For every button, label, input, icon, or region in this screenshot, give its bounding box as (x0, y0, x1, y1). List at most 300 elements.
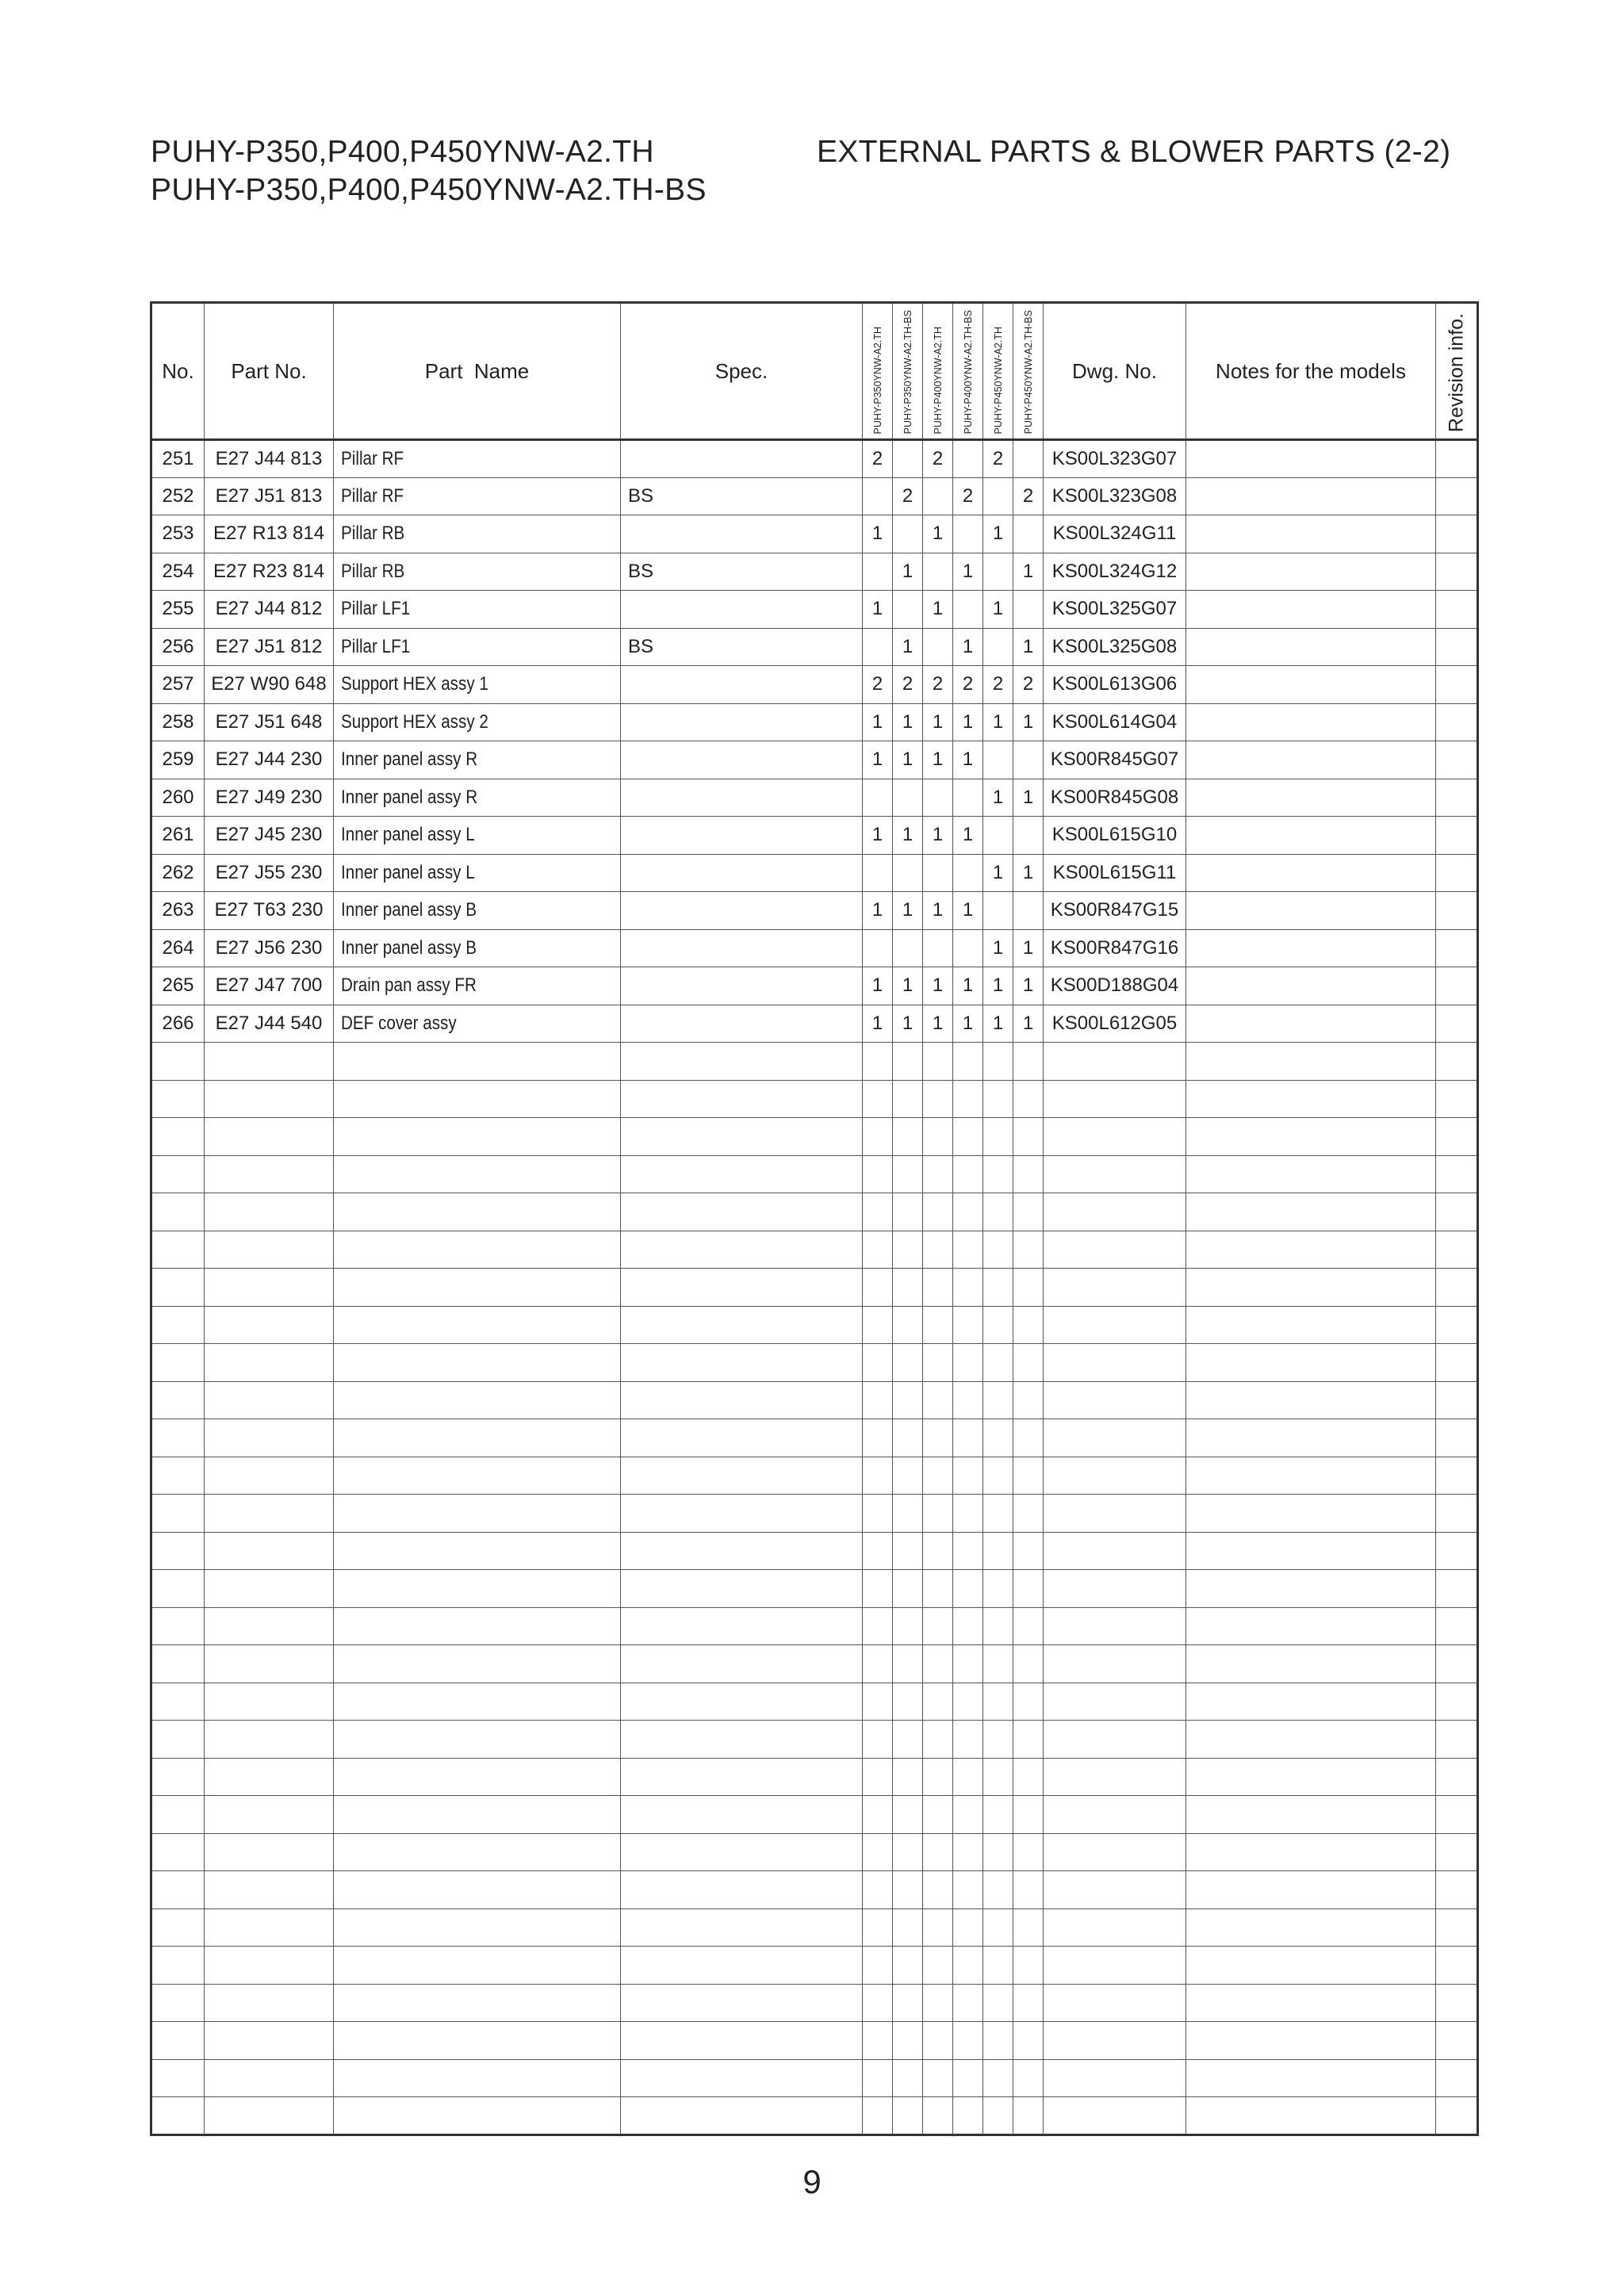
empty-cell (923, 1457, 953, 1495)
empty-cell (863, 1570, 893, 1608)
empty-cell (863, 2059, 893, 2097)
cell-notes (1186, 741, 1436, 779)
empty-cell (621, 1796, 863, 1834)
cell-notes (1186, 515, 1436, 553)
empty-cell (863, 1457, 893, 1495)
empty-cell (1013, 1721, 1044, 1759)
cell-part-name: Inner panel assy B (334, 892, 621, 930)
empty-cell (1186, 1495, 1436, 1533)
empty-table-row (151, 1381, 1478, 1419)
cell-qty-model-5: 2 (983, 666, 1013, 704)
empty-cell (863, 1381, 893, 1419)
empty-cell (953, 1570, 983, 1608)
empty-cell (621, 1381, 863, 1419)
empty-cell (1186, 1344, 1436, 1382)
empty-cell (151, 1118, 205, 1156)
empty-cell (953, 1758, 983, 1796)
cell-spec (621, 591, 863, 629)
cell-qty-model-3 (923, 929, 953, 967)
table-row (151, 553, 1478, 591)
empty-cell (151, 1419, 205, 1457)
cell-qty-model-2: 1 (893, 967, 923, 1005)
cell-qty-model-3 (923, 477, 953, 515)
empty-cell (1044, 1833, 1186, 1871)
cell-qty-model-4: 1 (953, 741, 983, 779)
header-model-6: PUHY-P450YNW-A2.TH-BS (1013, 303, 1044, 440)
empty-cell (953, 1721, 983, 1759)
empty-cell (863, 1118, 893, 1156)
empty-cell (923, 1269, 953, 1307)
empty-cell (334, 1381, 621, 1419)
empty-cell (1436, 1495, 1478, 1533)
header-model-5: PUHY-P450YNW-A2.TH (983, 303, 1013, 440)
empty-cell (983, 1495, 1013, 1533)
empty-cell (1186, 1381, 1436, 1419)
cell-part-no: E27 T63 230 (205, 892, 334, 930)
cell-qty-model-2: 1 (893, 703, 923, 741)
empty-cell (893, 1947, 923, 1985)
table-row (151, 741, 1478, 779)
empty-cell (205, 1909, 334, 1947)
cell-qty-model-1 (863, 779, 893, 817)
cell-notes (1186, 929, 1436, 967)
empty-cell (953, 2059, 983, 2097)
empty-cell (893, 1306, 923, 1344)
cell-qty-model-1: 1 (863, 741, 893, 779)
empty-table-row (151, 2022, 1478, 2060)
empty-cell (1436, 1796, 1478, 1834)
cell-notes (1186, 666, 1436, 704)
empty-cell (893, 1570, 923, 1608)
cell-part-name: Pillar RF (334, 477, 621, 515)
empty-cell (205, 1871, 334, 1909)
cell-qty-model-3 (923, 779, 953, 817)
empty-cell (1436, 1909, 1478, 1947)
empty-table-row (151, 1796, 1478, 1834)
table-row (151, 591, 1478, 629)
empty-cell (1436, 1984, 1478, 2022)
cell-spec (621, 741, 863, 779)
empty-cell (334, 1306, 621, 1344)
empty-cell (151, 1457, 205, 1495)
empty-cell (893, 1193, 923, 1231)
empty-cell (1436, 1344, 1478, 1382)
empty-cell (983, 1833, 1013, 1871)
empty-table-row (151, 1909, 1478, 1947)
cell-dwg-no: KS00L615G11 (1044, 854, 1186, 892)
parts-table-body (151, 440, 1478, 2135)
cell-qty-model-6 (1013, 591, 1044, 629)
empty-cell (621, 1495, 863, 1533)
empty-cell (893, 1871, 923, 1909)
empty-cell (1186, 1457, 1436, 1495)
empty-cell (1013, 1118, 1044, 1156)
empty-cell (621, 1909, 863, 1947)
cell-part-name: Inner panel assy L (334, 854, 621, 892)
cell-qty-model-2: 1 (893, 817, 923, 855)
empty-cell (1186, 1570, 1436, 1608)
empty-cell (893, 2022, 923, 2060)
cell-qty-model-1: 1 (863, 703, 893, 741)
cell-qty-model-3: 1 (923, 817, 953, 855)
cell-qty-model-5: 1 (983, 967, 1013, 1005)
cell-no: 260 (151, 779, 205, 817)
header-notes: Notes for the models (1186, 303, 1436, 440)
empty-cell (1436, 1607, 1478, 1645)
empty-table-row (151, 1344, 1478, 1382)
model-list (151, 133, 707, 209)
empty-cell (205, 2059, 334, 2097)
empty-cell (983, 1193, 1013, 1231)
empty-cell (893, 1532, 923, 1570)
empty-cell (983, 1306, 1013, 1344)
empty-cell (151, 1269, 205, 1307)
empty-cell (151, 1532, 205, 1570)
table-row (151, 515, 1478, 553)
empty-cell (1044, 1457, 1186, 1495)
empty-cell (151, 1645, 205, 1683)
empty-cell (1436, 1947, 1478, 1985)
empty-cell (334, 1532, 621, 1570)
empty-cell (1436, 1570, 1478, 1608)
empty-cell (953, 1532, 983, 1570)
empty-cell (1013, 1381, 1044, 1419)
cell-spec (621, 1005, 863, 1043)
empty-cell (1436, 1683, 1478, 1721)
empty-table-row (151, 1607, 1478, 1645)
empty-cell (953, 1495, 983, 1533)
cell-qty-model-4: 1 (953, 967, 983, 1005)
empty-cell (1186, 1984, 1436, 2022)
empty-cell (205, 1118, 334, 1156)
empty-cell (151, 1306, 205, 1344)
empty-cell (151, 1871, 205, 1909)
cell-qty-model-6: 1 (1013, 929, 1044, 967)
cell-qty-model-3: 1 (923, 892, 953, 930)
cell-no: 258 (151, 703, 205, 741)
cell-notes (1186, 779, 1436, 817)
empty-cell (1436, 1645, 1478, 1683)
empty-cell (953, 1645, 983, 1683)
empty-cell (953, 1231, 983, 1269)
empty-cell (923, 1721, 953, 1759)
cell-qty-model-3: 2 (923, 666, 953, 704)
cell-qty-model-5: 1 (983, 515, 1013, 553)
empty-cell (1186, 1796, 1436, 1834)
empty-cell (151, 1043, 205, 1081)
empty-cell (1436, 1231, 1478, 1269)
empty-table-row (151, 1947, 1478, 1985)
empty-cell (923, 1155, 953, 1193)
header-model-4: PUHY-P400YNW-A2.TH-BS (953, 303, 983, 440)
cell-qty-model-1 (863, 628, 893, 666)
empty-cell (923, 1231, 953, 1269)
empty-cell (923, 1607, 953, 1645)
model-line-1: PUHY-P350,P400,P450YNW-A2.TH (151, 135, 654, 169)
cell-qty-model-6: 2 (1013, 666, 1044, 704)
empty-cell (1013, 1871, 1044, 1909)
empty-cell (983, 1231, 1013, 1269)
cell-revision (1436, 817, 1478, 855)
empty-cell (151, 1796, 205, 1834)
cell-qty-model-4 (953, 440, 983, 478)
empty-cell (1186, 1607, 1436, 1645)
empty-cell (863, 1947, 893, 1985)
cell-qty-model-2: 1 (893, 892, 923, 930)
empty-cell (334, 1043, 621, 1081)
header-spec: Spec. (621, 303, 863, 440)
cell-spec (621, 817, 863, 855)
cell-spec: BS (621, 553, 863, 591)
cell-dwg-no: KS00R845G08 (1044, 779, 1186, 817)
cell-qty-model-2: 1 (893, 741, 923, 779)
empty-cell (1186, 1909, 1436, 1947)
cell-qty-model-4: 1 (953, 892, 983, 930)
empty-cell (151, 1570, 205, 1608)
empty-cell (1013, 2059, 1044, 2097)
empty-cell (893, 1381, 923, 1419)
empty-cell (863, 1495, 893, 1533)
section-title: EXTERNAL PARTS & BLOWER PARTS (2-2) (817, 135, 1451, 169)
empty-table-row (151, 1683, 1478, 1721)
empty-cell (621, 2059, 863, 2097)
empty-cell (923, 1871, 953, 1909)
empty-cell (923, 1495, 953, 1533)
empty-cell (1436, 1721, 1478, 1759)
empty-cell (334, 1758, 621, 1796)
empty-cell (151, 1909, 205, 1947)
cell-dwg-no: KS00R845G07 (1044, 741, 1186, 779)
empty-cell (893, 1909, 923, 1947)
empty-cell (983, 1721, 1013, 1759)
cell-qty-model-5 (983, 741, 1013, 779)
empty-cell (205, 1570, 334, 1608)
empty-cell (953, 1419, 983, 1457)
empty-cell (923, 1947, 953, 1985)
empty-cell (1013, 1909, 1044, 1947)
empty-cell (1044, 1796, 1186, 1834)
empty-cell (863, 2097, 893, 2135)
cell-part-no: E27 J51 813 (205, 477, 334, 515)
empty-cell (923, 1833, 953, 1871)
empty-cell (1186, 1871, 1436, 1909)
empty-cell (1044, 1269, 1186, 1307)
empty-cell (923, 1419, 953, 1457)
empty-cell (923, 1306, 953, 1344)
cell-part-name: Support HEX assy 1 (334, 666, 621, 704)
cell-qty-model-1 (863, 929, 893, 967)
header-no: No. (151, 303, 205, 440)
empty-cell (923, 1344, 953, 1382)
empty-cell (205, 1193, 334, 1231)
cell-notes (1186, 967, 1436, 1005)
empty-cell (1013, 1607, 1044, 1645)
empty-cell (863, 1532, 893, 1570)
cell-no: 265 (151, 967, 205, 1005)
empty-cell (1186, 1947, 1436, 1985)
empty-cell (1186, 2097, 1436, 2135)
cell-spec (621, 779, 863, 817)
empty-cell (1044, 1721, 1186, 1759)
cell-no: 253 (151, 515, 205, 553)
empty-cell (893, 1495, 923, 1533)
empty-cell (1436, 1269, 1478, 1307)
header-revision: Revision info. (1436, 303, 1478, 440)
empty-cell (334, 1683, 621, 1721)
empty-cell (1186, 2022, 1436, 2060)
cell-revision (1436, 741, 1478, 779)
empty-cell (1013, 1570, 1044, 1608)
cell-qty-model-1: 1 (863, 591, 893, 629)
cell-dwg-no: KS00L325G07 (1044, 591, 1186, 629)
cell-notes (1186, 892, 1436, 930)
empty-cell (1044, 2022, 1186, 2060)
cell-qty-model-4: 1 (953, 1005, 983, 1043)
empty-cell (893, 1269, 923, 1307)
empty-cell (983, 1683, 1013, 1721)
cell-spec (621, 703, 863, 741)
empty-cell (893, 1080, 923, 1118)
empty-cell (863, 1043, 893, 1081)
empty-table-row (151, 1043, 1478, 1081)
empty-cell (205, 1231, 334, 1269)
empty-cell (151, 1193, 205, 1231)
empty-cell (1186, 2059, 1436, 2097)
empty-cell (621, 1118, 863, 1156)
empty-cell (1436, 2097, 1478, 2135)
cell-dwg-no: KS00L325G08 (1044, 628, 1186, 666)
empty-table-row (151, 1532, 1478, 1570)
cell-qty-model-1: 1 (863, 967, 893, 1005)
empty-cell (151, 1984, 205, 2022)
cell-qty-model-4 (953, 515, 983, 553)
empty-cell (1013, 1193, 1044, 1231)
empty-cell (205, 1043, 334, 1081)
cell-part-no: E27 J44 230 (205, 741, 334, 779)
empty-cell (863, 1909, 893, 1947)
page-number: 9 (802, 2163, 822, 2200)
empty-cell (151, 2022, 205, 2060)
empty-cell (863, 1796, 893, 1834)
empty-cell (1013, 1796, 1044, 1834)
empty-cell (205, 1758, 334, 1796)
cell-spec (621, 440, 863, 478)
cell-part-no: E27 J51 648 (205, 703, 334, 741)
cell-revision (1436, 440, 1478, 478)
empty-cell (1186, 1532, 1436, 1570)
cell-revision (1436, 628, 1478, 666)
empty-table-row (151, 2097, 1478, 2135)
empty-cell (1436, 1871, 1478, 1909)
cell-part-name: DEF cover assy (334, 1005, 621, 1043)
cell-qty-model-6: 1 (1013, 553, 1044, 591)
table-row (151, 440, 1478, 478)
cell-qty-model-5: 2 (983, 440, 1013, 478)
cell-notes (1186, 440, 1436, 478)
empty-cell (953, 1043, 983, 1081)
cell-part-no: E27 W90 648 (205, 666, 334, 704)
empty-cell (1044, 1871, 1186, 1909)
empty-cell (893, 1796, 923, 1834)
empty-cell (151, 1495, 205, 1533)
empty-cell (1044, 1381, 1186, 1419)
empty-cell (1436, 1833, 1478, 1871)
empty-cell (1013, 1419, 1044, 1457)
cell-notes (1186, 477, 1436, 515)
empty-cell (923, 1570, 953, 1608)
empty-cell (1186, 1155, 1436, 1193)
cell-qty-model-3: 1 (923, 1005, 953, 1043)
empty-cell (151, 1080, 205, 1118)
empty-table-row (151, 2059, 1478, 2097)
cell-spec: BS (621, 477, 863, 515)
empty-cell (1186, 1645, 1436, 1683)
cell-dwg-no: KS00L323G08 (1044, 477, 1186, 515)
empty-cell (1013, 1495, 1044, 1533)
cell-qty-model-4: 2 (953, 477, 983, 515)
empty-cell (1436, 1193, 1478, 1231)
empty-cell (205, 2022, 334, 2060)
cell-qty-model-3: 1 (923, 591, 953, 629)
empty-cell (893, 2097, 923, 2135)
empty-cell (1186, 1721, 1436, 1759)
empty-cell (983, 2097, 1013, 2135)
empty-cell (953, 2097, 983, 2135)
cell-notes (1186, 553, 1436, 591)
cell-qty-model-6 (1013, 515, 1044, 553)
cell-qty-model-2: 1 (893, 1005, 923, 1043)
empty-cell (863, 1607, 893, 1645)
empty-cell (621, 1833, 863, 1871)
empty-cell (953, 1344, 983, 1382)
header-model-2: PUHY-P350YNW-A2.TH-BS (893, 303, 923, 440)
empty-cell (1013, 1344, 1044, 1382)
empty-cell (983, 1080, 1013, 1118)
empty-cell (621, 1193, 863, 1231)
cell-dwg-no: KS00L323G07 (1044, 440, 1186, 478)
empty-cell (1044, 1495, 1186, 1533)
empty-cell (863, 1155, 893, 1193)
empty-cell (1436, 1043, 1478, 1081)
cell-qty-model-3: 1 (923, 741, 953, 779)
cell-qty-model-3 (923, 628, 953, 666)
empty-cell (923, 2097, 953, 2135)
empty-cell (334, 1796, 621, 1834)
cell-part-no: E27 R23 814 (205, 553, 334, 591)
empty-cell (983, 1984, 1013, 2022)
cell-qty-model-1: 1 (863, 515, 893, 553)
header-model-1: PUHY-P350YNW-A2.TH (863, 303, 893, 440)
cell-qty-model-4 (953, 929, 983, 967)
empty-table-row (151, 1419, 1478, 1457)
empty-cell (1013, 2022, 1044, 2060)
cell-qty-model-1: 2 (863, 440, 893, 478)
table-header-row (151, 303, 1478, 440)
empty-table-row (151, 1495, 1478, 1533)
empty-cell (334, 1607, 621, 1645)
empty-cell (1013, 1984, 1044, 2022)
cell-spec (621, 892, 863, 930)
empty-cell (893, 1683, 923, 1721)
empty-cell (923, 1118, 953, 1156)
empty-cell (1436, 1155, 1478, 1193)
cell-dwg-no: KS00R847G15 (1044, 892, 1186, 930)
empty-cell (621, 1269, 863, 1307)
empty-cell (1436, 1118, 1478, 1156)
empty-cell (334, 1909, 621, 1947)
table-row (151, 817, 1478, 855)
cell-notes (1186, 1005, 1436, 1043)
